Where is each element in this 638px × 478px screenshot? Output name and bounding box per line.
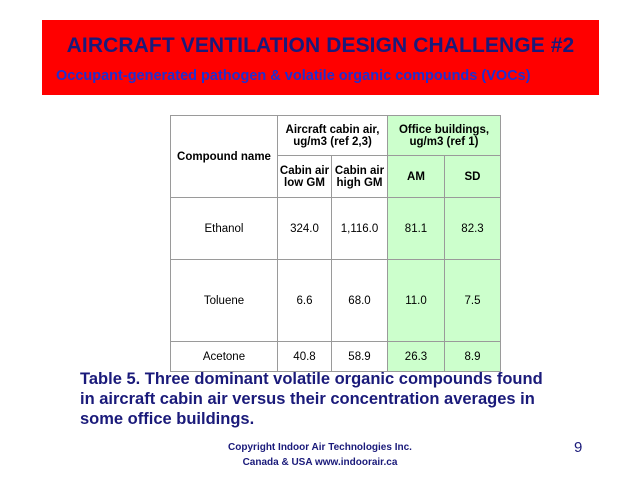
cabin-high-cell: 1,116.0 <box>332 198 388 260</box>
sd-cell: 8.9 <box>445 342 501 372</box>
voc-table <box>170 115 501 372</box>
cabin-low-header: Cabin air low GM <box>278 156 332 198</box>
sd-header: SD <box>445 156 501 198</box>
compound-cell: Ethanol <box>171 198 278 260</box>
copyright-line: Copyright Indoor Air Technologies Inc. <box>228 442 412 453</box>
office-group-header: Office buildings, ug/m3 (ref 1) <box>388 116 501 156</box>
am-cell: 11.0 <box>388 260 445 342</box>
aircraft-group-header: Aircraft cabin air, ug/m3 (ref 2,3) <box>278 116 388 156</box>
am-cell: 81.1 <box>388 198 445 260</box>
compound-cell: Acetone <box>171 342 278 372</box>
cabin-high-header: Cabin air high GM <box>332 156 388 198</box>
slide-subtitle: Occupant-generated pathogen & volatile organic compounds (VOCs) <box>56 68 531 84</box>
cabin-low-cell: 324.0 <box>278 198 332 260</box>
sd-cell: 7.5 <box>445 260 501 342</box>
cabin-low-cell: 6.6 <box>278 260 332 342</box>
cabin-high-cell: 58.9 <box>332 342 388 372</box>
compound-header: Compound name <box>171 116 278 198</box>
table-caption: Table 5. Three dominant volatile organic compounds found in aircraft cabin air versus their concentration averages in some office buildings. <box>80 370 543 428</box>
cabin-high-cell: 68.0 <box>332 260 388 342</box>
table-row <box>171 198 501 260</box>
table-row <box>171 342 501 372</box>
sd-cell: 82.3 <box>445 198 501 260</box>
am-cell: 26.3 <box>388 342 445 372</box>
title-banner <box>42 20 599 95</box>
cabin-low-cell: 40.8 <box>278 342 332 372</box>
website-line: Canada & USA www.indoorair.ca <box>242 457 398 468</box>
table-row <box>171 260 501 342</box>
am-header: AM <box>388 156 445 198</box>
page-number: 9 <box>574 439 583 456</box>
copyright-footer <box>200 440 440 470</box>
slide-title: AIRCRAFT VENTILATION DESIGN CHALLENGE #2 <box>66 34 575 57</box>
compound-cell: Toluene <box>171 260 278 342</box>
